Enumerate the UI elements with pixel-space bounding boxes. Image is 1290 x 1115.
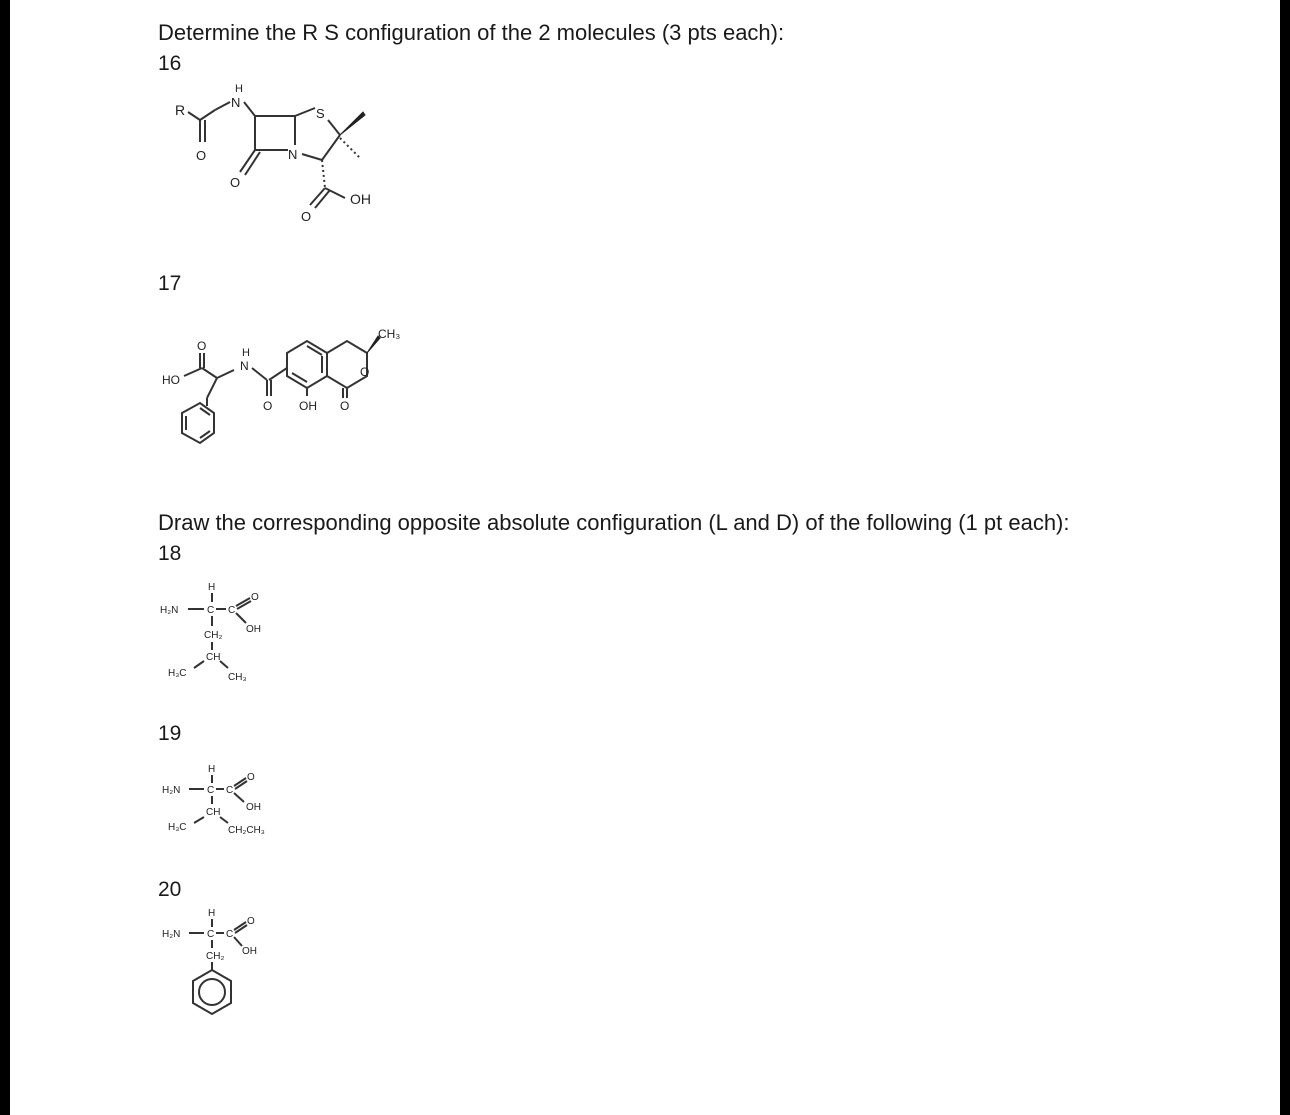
atom-h2n-label: H₂N [162,929,181,940]
atom-o-ring-label: O [360,365,370,379]
atom-oh-label: OH [242,946,257,957]
atom-h3c-label: H₃C [168,822,187,833]
atom-ho-label: HO [162,373,180,387]
atom-c2-label: C [228,605,236,616]
atom-ch-label: CH [206,807,221,818]
atom-r-label: R [175,102,186,118]
atom-o2-label: O [230,175,241,190]
atom-n-label: N [240,359,249,373]
atom-h-label: H [208,582,216,593]
question-19-number: 19 [158,722,182,745]
atom-ch2-label: CH₂ [206,951,225,962]
question-18-number: 18 [158,542,182,565]
atom-c1-label: C [207,929,215,940]
atom-oh-label: OH [299,399,317,413]
molecule-17-structure [162,318,422,448]
question-16-number: 16 [158,52,182,75]
atom-s-label: S [316,106,325,121]
atom-h2n-label: H₂N [160,605,179,616]
atom-o-amide-label: O [263,399,273,413]
atom-o1-label: O [196,148,207,163]
atom-oh-label: OH [246,624,261,635]
atom-c1-label: C [207,605,215,616]
section2-heading: Draw the corresponding opposite absolute configuration (L and D) of the following (1 pt each): [158,510,1070,535]
atom-o-label: O [251,592,259,603]
atom-h-label: H [235,83,243,95]
atom-c2-label: C [226,785,234,796]
molecule-20-structure [162,906,292,1026]
atom-n1-label: N [231,95,241,110]
atom-h3c-label: H₃C [168,668,187,679]
atom-oh-label: OH [350,191,371,207]
molecule-18-structure [160,578,300,693]
atom-h-label: H [208,908,216,919]
atom-ch2ch3-label: CH₂CH₃ [228,825,265,836]
section1-heading: Determine the R S configuration of the 2 molecules (3 pts each): [158,20,785,45]
atom-o3-label: O [301,209,312,224]
molecule-19-structure [162,762,302,842]
atom-oh-label: OH [246,802,261,813]
atom-o-label: O [247,772,255,783]
question-20-number: 20 [158,878,182,901]
atom-ch3-label: CH₃ [228,672,247,683]
atom-h-label: H [242,347,250,359]
atom-c1-label: C [207,785,215,796]
atom-c2-label: C [226,929,234,940]
atom-ch2-label: CH₂ [204,630,223,641]
document-page [10,0,1280,1115]
molecule-16-structure [160,80,400,230]
atom-ch-label: CH [206,652,221,663]
atom-ch3-label: CH₃ [378,327,401,341]
atom-o-top-label: O [197,339,207,353]
atom-n2-label: N [288,147,298,162]
atom-h-label: H [208,764,216,775]
atom-h2n-label: H₂N [162,785,181,796]
atom-o-label: O [247,916,255,927]
question-17-number: 17 [158,272,182,295]
atom-o-carb-label: O [340,399,350,413]
